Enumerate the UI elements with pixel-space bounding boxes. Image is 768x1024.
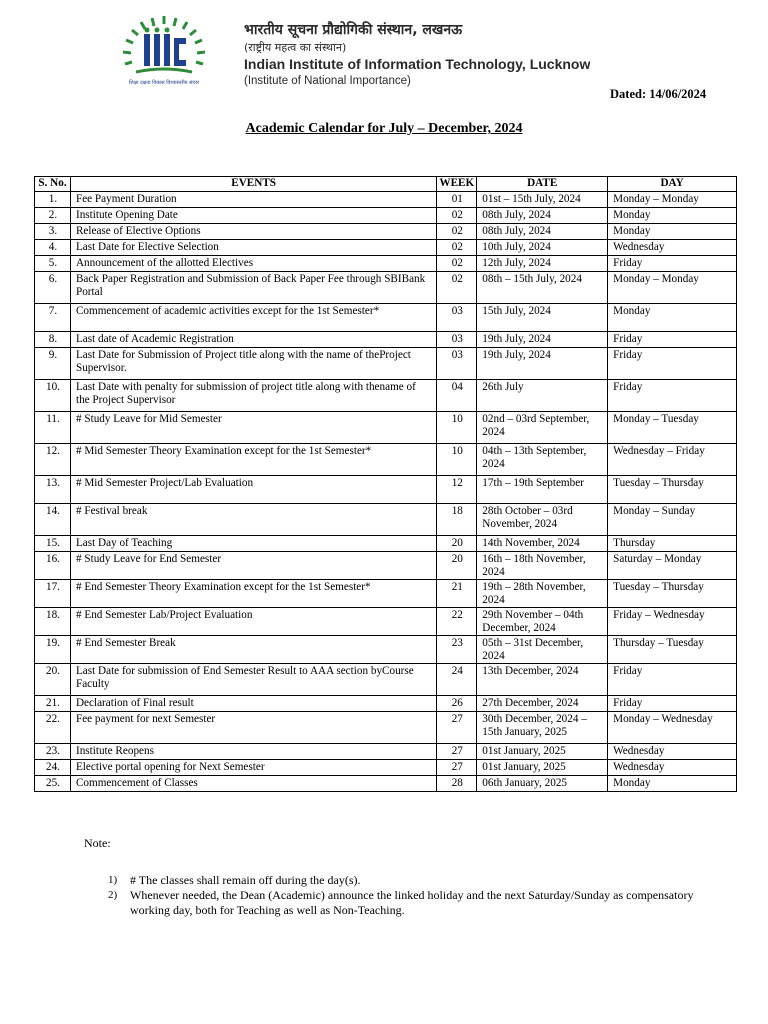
table-row [35,760,737,776]
table-header-row [35,177,737,192]
row-sno: 6. [35,272,71,304]
row-sno: 2. [35,208,71,224]
row-day: Friday [608,348,737,380]
row-sno: 19. [35,636,71,664]
row-day: Monday [608,304,737,332]
row-sno: 8. [35,332,71,348]
header-date: DATE [477,177,608,192]
row-day: Friday [608,256,737,272]
row-date: 01st January, 2025 [477,760,608,776]
row-week: 03 [437,304,477,332]
row-week: 12 [437,476,477,504]
row-sno: 9. [35,348,71,380]
row-sno: 16. [35,552,71,580]
row-day: Monday [608,776,737,792]
row-event: Release of Elective Options [70,224,436,240]
institute-logo [114,12,214,88]
note-item [84,888,704,918]
row-day: Tuesday – Thursday [608,580,737,608]
table-row [35,224,737,240]
row-week: 04 [437,380,477,412]
table-row [35,272,737,304]
row-week: 01 [437,192,477,208]
row-sno: 11. [35,412,71,444]
note-number: 2) [108,889,118,901]
row-week: 02 [437,272,477,304]
row-day: Monday – Monday [608,272,737,304]
row-day: Tuesday – Thursday [608,476,737,504]
row-event: Last Date for Submission of Project title along with the name of theProject Supervisor. [70,348,436,380]
header-day: DAY [608,177,737,192]
note-text: Whenever needed, the Dean (Academic) announce the linked holiday and the next Saturday/Sunday as compensatory working day, both for Teaching as well as Non-Teaching. [130,888,694,917]
row-week: 28 [437,776,477,792]
row-event: Fee Payment Duration [70,192,436,208]
row-event: Last date of Academic Registration [70,332,436,348]
row-day: Wednesday [608,760,737,776]
row-date: 08th – 15th July, 2024 [477,272,608,304]
row-week: 03 [437,348,477,380]
header-week: WEEK [437,177,477,192]
row-date: 04th – 13th September, 2024 [477,444,608,476]
row-day: Monday – Tuesday [608,412,737,444]
row-event: Declaration of Final result [70,696,436,712]
row-week: 20 [437,552,477,580]
row-week: 20 [437,536,477,552]
table-row [35,664,737,696]
table-row [35,608,737,636]
row-day: Monday – Sunday [608,504,737,536]
row-week: 02 [437,256,477,272]
row-date: 16th – 18th November, 2024 [477,552,608,580]
row-date: 12th July, 2024 [477,256,608,272]
row-date: 17th – 19th September [477,476,608,504]
row-day: Friday – Wednesday [608,608,737,636]
table-row [35,192,737,208]
row-event: # Mid Semester Theory Examination except for the 1st Semester* [70,444,436,476]
row-date: 15th July, 2024 [477,304,608,332]
table-row [35,256,737,272]
note-item [84,873,704,888]
table-row [35,332,737,348]
notes-list [84,873,704,918]
note-text: # The classes shall remain off during the day(s). [130,873,361,887]
row-day: Friday [608,380,737,412]
row-week: 02 [437,208,477,224]
row-day: Thursday [608,536,737,552]
row-event: # Mid Semester Project/Lab Evaluation [70,476,436,504]
row-date: 27th December, 2024 [477,696,608,712]
row-day: Friday [608,664,737,696]
row-week: 27 [437,712,477,744]
hindi-institute-name: भारतीय सूचना प्रौद्योगिकी संस्थान, लखनऊ [244,22,463,38]
row-sno: 1. [35,192,71,208]
table-row [35,696,737,712]
row-date: 08th July, 2024 [477,224,608,240]
row-sno: 25. [35,776,71,792]
row-date: 08th July, 2024 [477,208,608,224]
table-row [35,580,737,608]
table-row [35,444,737,476]
row-date: 19th – 28th November, 2024 [477,580,608,608]
row-sno: 4. [35,240,71,256]
institute-header [244,22,590,90]
table-row [35,476,737,504]
row-sno: 13. [35,476,71,504]
table-body [35,192,737,792]
row-sno: 7. [35,304,71,332]
row-week: 26 [437,696,477,712]
row-day: Monday [608,224,737,240]
row-event: # Festival break [70,504,436,536]
row-week: 10 [437,412,477,444]
table-row [35,412,737,444]
row-date: 01st – 15th July, 2024 [477,192,608,208]
row-sno: 10. [35,380,71,412]
table-row [35,744,737,760]
table-row [35,636,737,664]
row-date: 28th October – 03rd November, 2024 [477,504,608,536]
row-date: 14th November, 2024 [477,536,608,552]
table-row [35,504,737,536]
document-title: Academic Calendar for July – December, 2024 [245,121,523,136]
row-date: 05th – 31st December, 2024 [477,636,608,664]
table-row [35,776,737,792]
row-day: Thursday – Tuesday [608,636,737,664]
row-sno: 24. [35,760,71,776]
row-week: 27 [437,760,477,776]
row-date: 19th July, 2024 [477,348,608,380]
row-week: 23 [437,636,477,664]
row-date: 13th December, 2024 [477,664,608,696]
row-event: Institute Opening Date [70,208,436,224]
row-week: 02 [437,240,477,256]
row-event: # Study Leave for Mid Semester [70,412,436,444]
row-week: 02 [437,224,477,240]
table-row [35,380,737,412]
row-day: Wednesday [608,240,737,256]
row-event: Elective portal opening for Next Semester [70,760,436,776]
row-event: Last Date for Elective Selection [70,240,436,256]
row-date: 10th July, 2024 [477,240,608,256]
note-heading: Note: [84,836,111,850]
row-day: Monday – Monday [608,192,737,208]
row-event: Last Date with penalty for submission of project title along with thename of the Project Supervisor [70,380,436,412]
row-event: # End Semester Lab/Project Evaluation [70,608,436,636]
row-day: Wednesday [608,744,737,760]
row-week: 10 [437,444,477,476]
academic-calendar-table [34,176,737,792]
row-event: Last Date for submission of End Semester Result to AAA section byCourse Faculty [70,664,436,696]
table-row [35,552,737,580]
row-day: Wednesday – Friday [608,444,737,476]
row-sno: 20. [35,664,71,696]
row-date: 06th January, 2025 [477,776,608,792]
row-event: Institute Reopens [70,744,436,760]
row-week: 27 [437,744,477,760]
row-week: 18 [437,504,477,536]
row-event: Back Paper Registration and Submission of Back Paper Fee through SBIBank Portal [70,272,436,304]
row-date: 01st January, 2025 [477,744,608,760]
logo-motto: शिक्षा दक्षता विकास विश्वास्तरीय संचार [128,80,200,86]
row-sno: 3. [35,224,71,240]
row-sno: 15. [35,536,71,552]
row-date: 02nd – 03rd September, 2024 [477,412,608,444]
row-week: 03 [437,332,477,348]
row-date: 29th November – 04th December, 2024 [477,608,608,636]
table-row [35,240,737,256]
row-event: Commencement of Classes [70,776,436,792]
row-date: 26th July [477,380,608,412]
row-week: 21 [437,580,477,608]
row-day: Friday [608,696,737,712]
header-sno: S. No. [35,177,71,192]
english-institute-name: Indian Institute of Information Technology, Lucknow [244,56,591,72]
row-sno: 21. [35,696,71,712]
row-sno: 23. [35,744,71,760]
row-event: # End Semester Break [70,636,436,664]
row-sno: 5. [35,256,71,272]
header-events: EVENTS [70,177,436,192]
row-day: Saturday – Monday [608,552,737,580]
row-event: # Study Leave for End Semester [70,552,436,580]
table-row [35,348,737,380]
row-sno: 18. [35,608,71,636]
hindi-institute-subtitle: (राष्ट्रीय महत्व का संस्थान) [244,41,347,54]
row-day: Monday – Wednesday [608,712,737,744]
row-event: Fee payment for next Semester [70,712,436,744]
row-sno: 17. [35,580,71,608]
row-day: Friday [608,332,737,348]
row-event: Commencement of academic activities except for the 1st Semester* [70,304,436,332]
row-event: Last Day of Teaching [70,536,436,552]
row-sno: 12. [35,444,71,476]
row-sno: 22. [35,712,71,744]
table-row [35,712,737,744]
table-row [35,304,737,332]
row-week: 22 [437,608,477,636]
row-day: Monday [608,208,737,224]
table-row [35,208,737,224]
row-event: # End Semester Theory Examination except for the 1st Semester* [70,580,436,608]
row-week: 24 [437,664,477,696]
note-number: 1) [108,874,118,886]
table-row [35,536,737,552]
row-sno: 14. [35,504,71,536]
row-date: 19th July, 2024 [477,332,608,348]
document-date: Dated: 14/06/2024 [610,87,707,101]
row-date: 30th December, 2024 – 15th January, 2025 [477,712,608,744]
english-institute-subtitle: (Institute of National Importance) [244,75,411,87]
row-event: Announcement of the allotted Electives [70,256,436,272]
